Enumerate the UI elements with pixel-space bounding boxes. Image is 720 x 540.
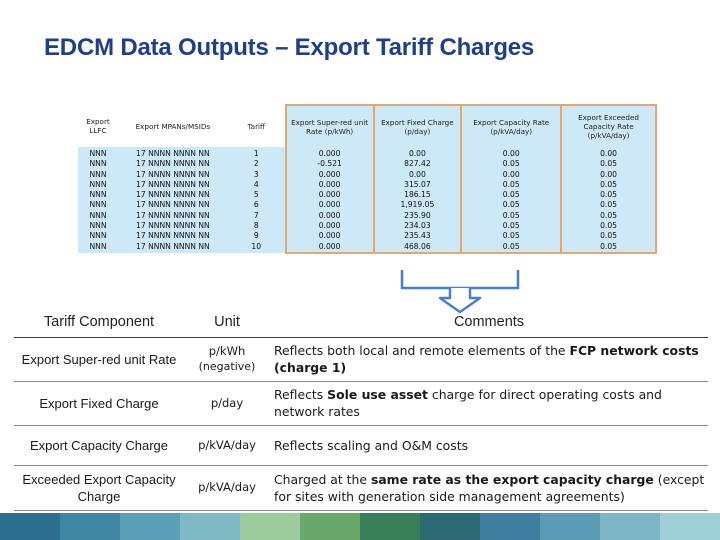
table-row — [78, 231, 656, 241]
footer-segment — [240, 513, 300, 540]
table-cell: 7 — [228, 211, 286, 221]
explanation-row — [14, 465, 708, 510]
table-cell: 9 — [228, 231, 286, 241]
comment-cell — [270, 465, 708, 510]
table-cell: 0.00 — [561, 170, 656, 180]
table-cell: 0.05 — [461, 180, 561, 190]
table-row — [78, 159, 656, 169]
table-cell: NNN — [78, 221, 118, 231]
explanation-header-row — [14, 307, 708, 337]
col-header-capacity-rate: Export Capacity Rate (p/kVA/day) — [461, 105, 561, 147]
header-unit: Unit — [184, 307, 270, 337]
table-cell: 235.43 — [374, 231, 462, 241]
table-cell: 4 — [228, 180, 286, 190]
unit-label: p/day — [210, 395, 244, 410]
table-cell: 17 NNNN NNNN NN — [118, 159, 228, 169]
unit-cell — [184, 337, 270, 381]
unit-label: p/kWh — [208, 344, 246, 358]
comment-emphasis: same rate as the export capacity charge — [370, 471, 654, 487]
explanation-row — [14, 425, 708, 465]
table-cell: 8 — [228, 221, 286, 231]
col-header-super-red-rate: Export Super-red unit Rate (p/kWh) — [286, 105, 374, 147]
table-cell: 2 — [228, 159, 286, 169]
footer-segment — [420, 513, 480, 540]
unit-cell — [184, 465, 270, 510]
comment-text: (except for sites with generation side management agreements) — [274, 471, 705, 504]
footer-segment — [600, 513, 660, 540]
col-header-tariff: Tariff — [247, 121, 265, 131]
table-cell: 0.000 — [286, 190, 374, 200]
table-row — [78, 180, 656, 190]
comment-text: Reflects — [274, 387, 328, 402]
table-cell: NNN — [78, 242, 118, 253]
table-cell: 0.05 — [461, 190, 561, 200]
table-cell: 17 NNNN NNNN NN — [118, 190, 228, 200]
col-header-llfc: Export LLFC — [86, 117, 110, 135]
table-cell: 0.05 — [561, 221, 656, 231]
table-cell: 0.05 — [561, 211, 656, 221]
footer-segment — [0, 513, 60, 540]
table-cell: 0.05 — [561, 200, 656, 210]
footer-segment — [60, 513, 120, 540]
table-cell: 0.05 — [461, 159, 561, 169]
table-cell: 17 NNNN NNNN NN — [118, 211, 228, 221]
table-cell: 235.90 — [374, 211, 462, 221]
comment-cell — [270, 381, 708, 425]
table-cell: 17 NNNN NNNN NN — [118, 221, 228, 231]
table-cell: 0.000 — [286, 180, 374, 190]
table-cell: 0.05 — [461, 231, 561, 241]
unit-cell — [184, 425, 270, 465]
table-row — [78, 170, 656, 180]
table-cell: NNN — [78, 211, 118, 221]
table-cell: 0.000 — [286, 221, 374, 231]
table-cell: 0.05 — [461, 200, 561, 210]
table-cell: 0.00 — [374, 170, 462, 180]
tariff-data-table — [78, 104, 657, 254]
explanation-table — [14, 307, 708, 511]
table-cell: 10 — [228, 242, 286, 253]
table-cell: 0.05 — [561, 190, 656, 200]
table-cell: 0.000 — [286, 170, 374, 180]
comment-text: charge for direct operating costs and network rates — [274, 387, 662, 419]
comment-cell — [270, 337, 708, 381]
comment-text: Reflects scaling and O&M costs — [274, 437, 469, 453]
unit-label: p/kVA/day — [198, 437, 256, 452]
footer-segment — [540, 513, 600, 540]
table-row — [78, 211, 656, 221]
table-cell: 0.05 — [561, 159, 656, 169]
comment-cell — [270, 425, 708, 465]
table-cell: NNN — [78, 170, 118, 180]
table-row — [78, 200, 656, 210]
table-cell: 0.00 — [374, 147, 462, 159]
table-cell: 0.05 — [561, 231, 656, 241]
table-cell: 186.15 — [374, 190, 462, 200]
table-cell: 17 NNNN NNNN NN — [118, 242, 228, 253]
table-cell: 827.42 — [374, 159, 462, 169]
unit-cell — [184, 381, 270, 425]
table-cell: 0.05 — [561, 242, 656, 253]
slide-title: EDCM Data Outputs – Export Tariff Charges — [44, 34, 535, 61]
table-cell: NNN — [78, 200, 118, 210]
table-cell: 17 NNNN NNNN NN — [118, 200, 228, 210]
table-cell: 17 NNNN NNNN NN — [118, 147, 228, 159]
header-comments: Comments — [270, 307, 708, 337]
table-cell: 0.000 — [286, 211, 374, 221]
unit-note: (negative) — [198, 360, 256, 373]
table-cell: 0.05 — [461, 221, 561, 231]
table-cell: 6 — [228, 200, 286, 210]
table-cell: 0.000 — [286, 242, 374, 253]
header-tariff-component: Tariff Component — [14, 307, 184, 337]
tariff-component-label: Export Super-red unit Rate — [14, 337, 184, 381]
comment-text: Reflects both local and remote elements of the — [274, 343, 570, 358]
table-cell: 0.000 — [286, 147, 374, 159]
table-row — [78, 221, 656, 231]
tariff-component-label: Export Fixed Charge — [14, 381, 184, 425]
table-cell: 0.05 — [461, 242, 561, 253]
explanation-row — [14, 337, 708, 381]
table-cell: 234.03 — [374, 221, 462, 231]
table-cell: -0.521 — [286, 159, 374, 169]
comment-text: Charged at the — [274, 471, 371, 487]
table-cell: 0.05 — [561, 180, 656, 190]
table-cell: NNN — [78, 159, 118, 169]
table-cell: 3 — [228, 170, 286, 180]
tariff-component-label: Export Capacity Charge — [14, 425, 184, 465]
table-row — [78, 190, 656, 200]
table-cell: 0.00 — [461, 147, 561, 159]
table-cell: 1 — [228, 147, 286, 159]
table-cell: NNN — [78, 180, 118, 190]
table-cell: 468.06 — [374, 242, 462, 253]
table-row — [78, 242, 656, 253]
footer-segment — [180, 513, 240, 540]
unit-label: p/kVA/day — [198, 480, 256, 494]
table-cell: 17 NNNN NNNN NN — [118, 180, 228, 190]
table-cell: 1,919.05 — [374, 200, 462, 210]
table-cell: 5 — [228, 190, 286, 200]
footer-segment — [660, 513, 720, 540]
data-table-header-row — [78, 105, 656, 147]
footer-segment — [360, 513, 420, 540]
table-cell: 0.000 — [286, 231, 374, 241]
table-cell: 0.05 — [461, 211, 561, 221]
table-cell: 17 NNNN NNNN NN — [118, 170, 228, 180]
table-cell: 0.00 — [561, 147, 656, 159]
footer-segment — [300, 513, 360, 540]
table-cell: NNN — [78, 231, 118, 241]
col-header-mpans: Export MPANs/MSIDs — [135, 121, 211, 131]
table-cell: 0.000 — [286, 200, 374, 210]
table-cell: 315.07 — [374, 180, 462, 190]
tariff-component-label: Exceeded Export Capacity Charge — [14, 465, 184, 510]
table-row — [78, 147, 656, 159]
comment-emphasis: FCP network costs (charge 1) — [274, 343, 699, 375]
col-header-exceeded-capacity-rate: Export Exceeded Capacity Rate (p/kVA/day) — [561, 105, 656, 147]
explanation-row — [14, 381, 708, 425]
table-cell: NNN — [78, 190, 118, 200]
table-cell: 17 NNNN NNNN NN — [118, 231, 228, 241]
table-cell: 0.00 — [461, 170, 561, 180]
footer-segment — [480, 513, 540, 540]
comment-emphasis: Sole use asset — [327, 387, 428, 402]
col-header-fixed-charge: Export Fixed Charge (p/day) — [374, 105, 462, 147]
table-cell: NNN — [78, 147, 118, 159]
footer-segment — [120, 513, 180, 540]
footer-color-bar — [0, 513, 720, 540]
